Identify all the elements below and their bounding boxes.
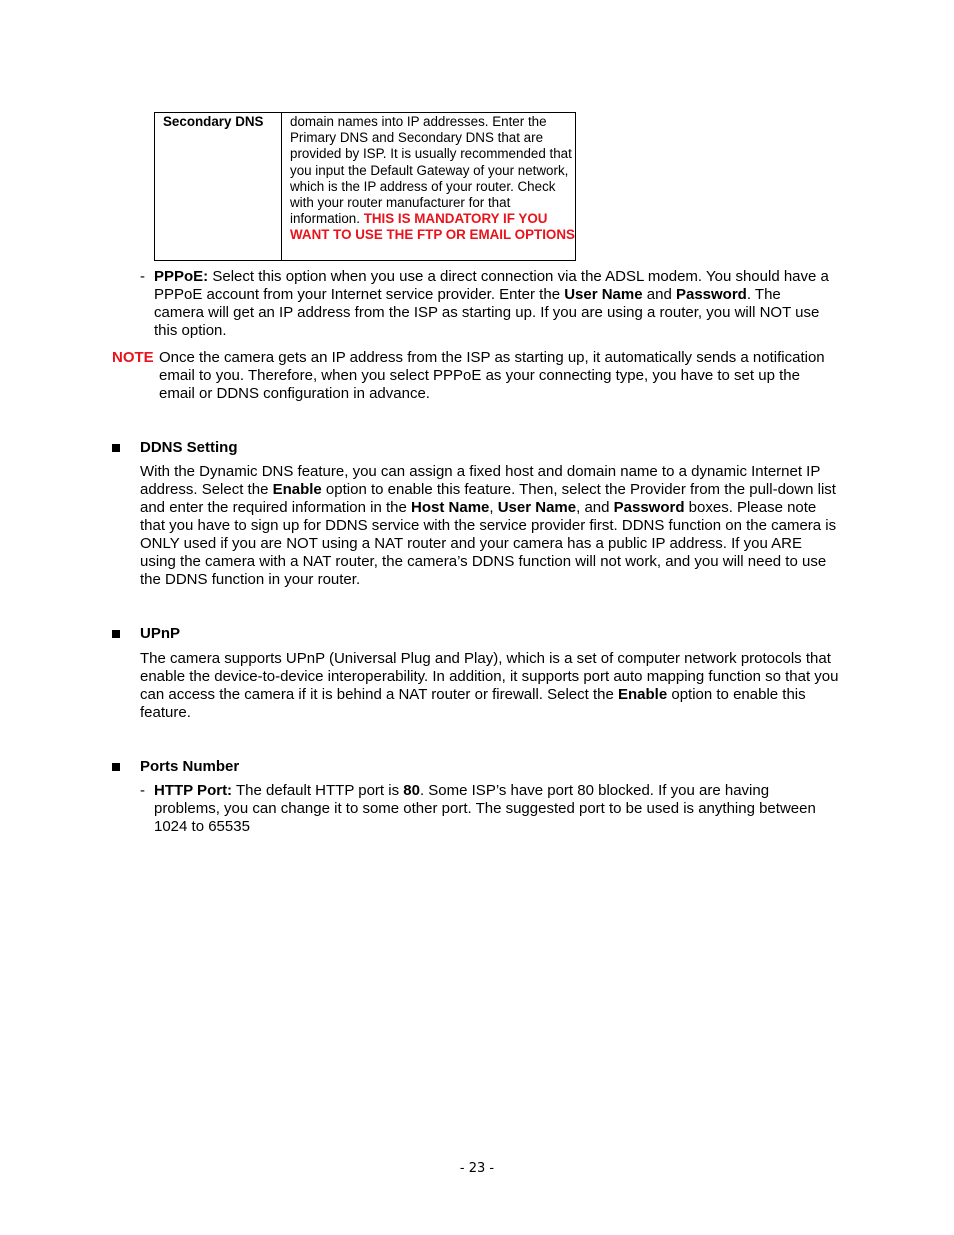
ddns-text-3: ,	[489, 499, 498, 516]
pppoe-dash: -	[140, 268, 145, 285]
note-label: NOTE	[112, 349, 154, 366]
http-port-text-2: . Some ISP’s have port 80 blocked. If you are having problems, you can change it to some other port. The suggested port to be used is anything between 1024 to 65535	[154, 782, 816, 835]
http-port-paragraph	[154, 782, 819, 836]
table-column-divider	[281, 113, 282, 260]
square-bullet-icon	[112, 763, 120, 771]
note-text: Once the camera gets an IP address from the ISP as starting up, it automatically sends a notification email to you. Therefore, when you select PPPoE as your connecting type, you have to set up the email or DDNS configuration in advance.	[159, 349, 825, 402]
ports-dash: -	[140, 782, 145, 799]
square-bullet-icon	[112, 444, 120, 452]
mandatory-warning: THIS IS MANDATORY IF YOU WANT TO USE THE FTP OR EMAIL OPTIONS	[290, 211, 575, 243]
ddns-heading: DDNS Setting	[140, 439, 238, 456]
pppoe-text-2: and	[642, 286, 676, 303]
upnp-heading: UPnP	[140, 625, 181, 642]
upnp-text-2: option to enable this feature.	[140, 686, 806, 721]
pppoe-paragraph	[154, 268, 834, 340]
dns-settings-table	[154, 112, 576, 261]
ddns-text-5: boxes. Please note that you have to sign up for DDNS service with the service provider first. DDNS function on the camera is ONLY used if you are NOT using a NAT router and your camera has a public IP address. If you ARE using the camera with a NAT router, the camera’s DDNS function will not work, and you will need to use the DDNS function in your router.	[140, 499, 837, 588]
square-bullet-icon	[112, 630, 120, 638]
ports-heading: Ports Number	[140, 758, 240, 775]
ddns-enable: Enable	[272, 481, 322, 498]
pppoe-password: Password	[675, 286, 747, 303]
table-description-text: domain names into IP addresses. Enter the Primary DNS and Secondary DNS that are provided by ISP. It is usually recommended that you input the Default Gateway of your network, which is the IP address of your router. Check with your router manufacturer for that information.	[290, 114, 572, 227]
ddns-paragraph	[140, 463, 840, 589]
table-label-secondary-dns: Secondary DNS	[163, 114, 264, 129]
table-description	[290, 114, 575, 244]
pppoe-term: PPPoE:	[154, 268, 209, 285]
http-port-term: HTTP Port:	[154, 782, 233, 799]
pppoe-text-1: Select this option when you use a direct connection via the ADSL modem. You should have a PPPoE account from your Internet service provider. Enter the	[154, 268, 829, 303]
ddns-text-2: option to enable this feature. Then, select the Provider from the pull-down list and enter the required information in the	[140, 481, 836, 516]
page-number: - 23 -	[459, 1161, 495, 1176]
upnp-enable: Enable	[618, 686, 668, 703]
upnp-paragraph	[140, 650, 842, 722]
http-port-text-1: The default HTTP port is	[232, 782, 404, 799]
ddns-text-4: , and	[576, 499, 614, 516]
upnp-text-1: The camera supports UPnP (Universal Plug and Play), which is a set of computer network protocols that enable the device-to-device interoperability. In addition, it supports port auto mapping function so that you can access the camera if it is behind a NAT router or firewall. Select the	[140, 650, 839, 703]
ddns-user-name: User Name	[497, 499, 577, 516]
http-port-default: 80	[403, 782, 420, 799]
ddns-password: Password	[613, 499, 685, 516]
ddns-host-name: Host Name	[411, 499, 490, 516]
pppoe-text-3: . The camera will get an IP address from the ISP as starting up. If you are using a router, you will NOT use this option.	[154, 286, 820, 339]
pppoe-user-name: User Name	[564, 286, 643, 303]
ddns-text-1: With the Dynamic DNS feature, you can assign a fixed host and domain name to a dynamic Internet IP address. Select the	[140, 463, 821, 498]
